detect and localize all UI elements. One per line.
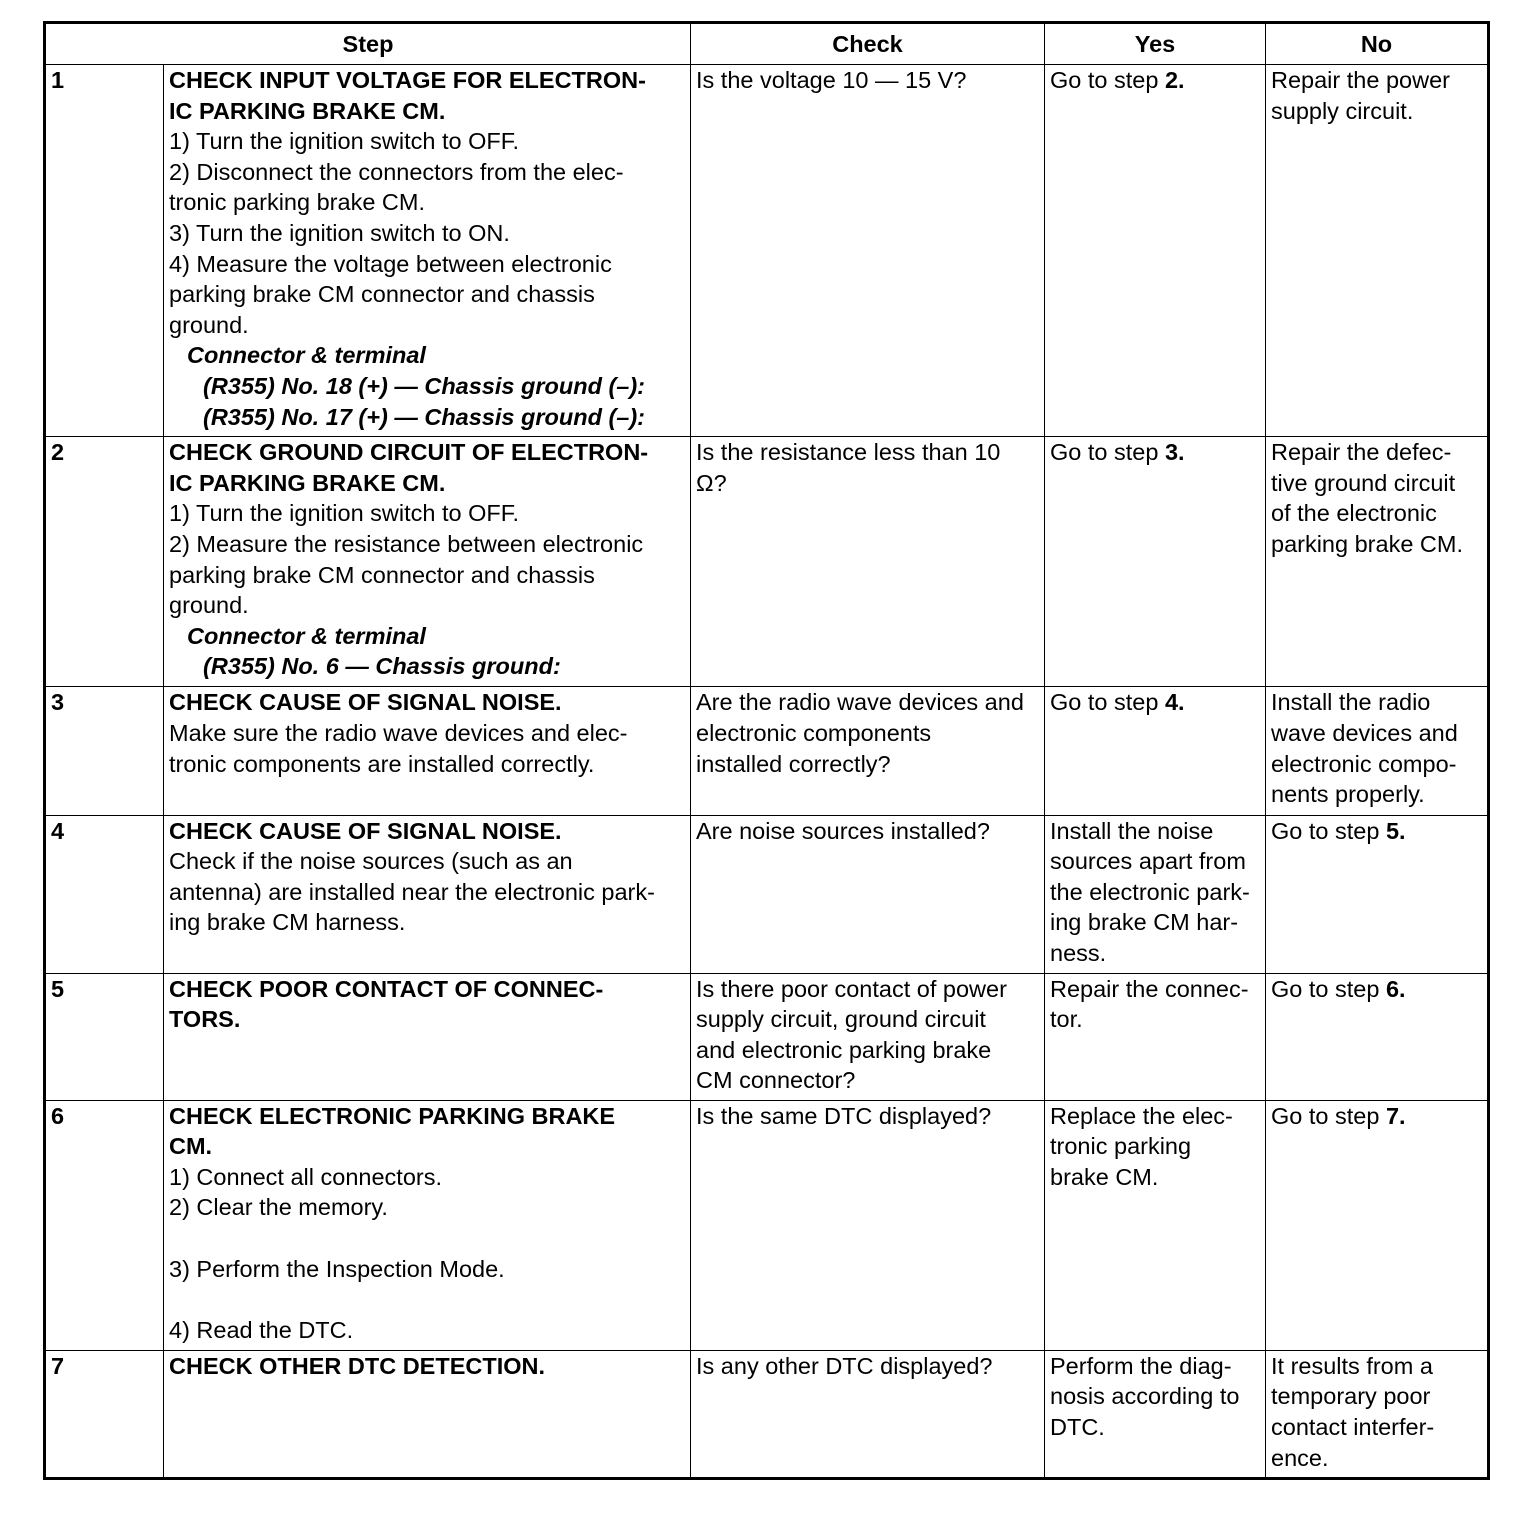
yes-cell <box>1045 687 1266 815</box>
step-line: 4) Read the DTC. <box>169 1316 354 1343</box>
header-step: Step <box>45 23 691 65</box>
step-line: 1) Connect all connectors. <box>169 1163 443 1190</box>
step-line: 2) Measure the resistance between electronic <box>169 531 644 558</box>
step-line: 2) Clear the memory. <box>169 1194 388 1221</box>
no-line: nents properly. <box>1271 781 1425 808</box>
no-suffix: . <box>1399 1102 1406 1129</box>
yes-step-number: 4 <box>1164 689 1179 716</box>
check-line: Is the same DTC displayed? <box>696 1102 992 1129</box>
step-title: CHECK GROUND CIRCUIT OF ELECTRON- <box>169 439 649 466</box>
no-line: electronic compo- <box>1271 750 1457 777</box>
table-row <box>45 1350 1489 1478</box>
yes-cell <box>1045 815 1266 973</box>
diagnostic-procedure-table <box>43 21 1490 1480</box>
check-line: Is the voltage 10 — 15 V? <box>696 67 967 93</box>
step-number: 3 <box>45 687 164 815</box>
yes-prefix: Go to step <box>1050 439 1165 466</box>
yes-cell <box>1045 1100 1266 1350</box>
step-line: 3) Turn the ignition switch to ON. <box>169 219 510 246</box>
yes-suffix: . <box>1178 689 1185 716</box>
terminal-spec: (R355) No. 18 (+) — Chassis ground (–): <box>203 372 646 399</box>
table-row <box>45 815 1489 973</box>
table-row <box>45 437 1489 687</box>
yes-prefix: Go to step <box>1050 689 1165 716</box>
no-suffix: . <box>1399 817 1406 844</box>
no-cell <box>1266 1100 1489 1350</box>
yes-cell <box>1045 65 1266 437</box>
header-check: Check <box>691 23 1045 65</box>
yes-line: ing brake CM har- <box>1050 909 1239 936</box>
no-line: Repair the power <box>1271 67 1450 93</box>
step-number: 5 <box>45 973 164 1100</box>
step-description <box>164 687 691 815</box>
yes-line: DTC. <box>1050 1414 1105 1441</box>
no-step-number: 7 <box>1385 1102 1400 1129</box>
step-number: 2 <box>45 437 164 687</box>
step-line: parking brake CM connector and chassis <box>169 281 595 308</box>
yes-step-number: 2 <box>1164 67 1179 93</box>
no-line: contact interfer- <box>1271 1414 1435 1441</box>
step-line: 3) Perform the Inspection Mode. <box>169 1255 505 1282</box>
step-description <box>164 1350 691 1478</box>
no-line: It results from a <box>1271 1352 1433 1379</box>
yes-line: tor. <box>1050 1006 1083 1033</box>
step-title: CHECK CAUSE OF SIGNAL NOISE. <box>169 689 562 716</box>
header-yes: Yes <box>1045 23 1266 65</box>
check-line: supply circuit, ground circuit <box>696 1006 986 1033</box>
no-step-number: 5 <box>1385 817 1400 844</box>
no-cell <box>1266 687 1489 815</box>
no-prefix: Go to step <box>1271 1102 1386 1129</box>
no-cell <box>1266 1350 1489 1478</box>
check-line: Is the resistance less than 10 <box>696 439 1001 466</box>
check-cell <box>691 687 1045 815</box>
no-prefix: Go to step <box>1271 817 1386 844</box>
no-line: temporary poor <box>1271 1383 1431 1410</box>
step-line: 4) Measure the voltage between electronic <box>169 250 612 277</box>
step-line: tronic components are installed correctly. <box>169 750 595 777</box>
step-title: CHECK ELECTRONIC PARKING BRAKE <box>169 1102 616 1129</box>
yes-line: ness. <box>1050 939 1107 966</box>
step-title: TORS. <box>169 1006 241 1033</box>
yes-line: sources apart from <box>1050 848 1246 875</box>
no-line: parking brake CM. <box>1271 531 1463 558</box>
table-row <box>45 65 1489 437</box>
check-line: installed correctly? <box>696 750 891 777</box>
step-line: 1) Turn the ignition switch to OFF. <box>169 128 520 155</box>
yes-step-number: 3 <box>1164 439 1179 466</box>
check-line: electronic components <box>696 720 932 747</box>
yes-line: tronic parking <box>1050 1133 1192 1160</box>
step-line: Check if the noise sources (such as an <box>169 848 573 875</box>
yes-cell <box>1045 1350 1266 1478</box>
table-row <box>45 1100 1489 1350</box>
yes-line: Replace the elec- <box>1050 1102 1233 1129</box>
yes-line: brake CM. <box>1050 1163 1159 1190</box>
yes-suffix: . <box>1178 67 1185 93</box>
step-number: 4 <box>45 815 164 973</box>
step-line: tronic parking brake CM. <box>169 189 425 216</box>
step-description <box>164 437 691 687</box>
yes-cell <box>1045 973 1266 1100</box>
no-cell <box>1266 815 1489 973</box>
yes-line: Perform the diag- <box>1050 1352 1232 1379</box>
no-line: Repair the defec- <box>1271 439 1452 466</box>
yes-line: Repair the connec- <box>1050 975 1249 1002</box>
check-line: Is any other DTC displayed? <box>696 1352 993 1379</box>
step-line: Make sure the radio wave devices and elec- <box>169 720 628 747</box>
no-line: ence. <box>1271 1444 1329 1471</box>
step-description <box>164 1100 691 1350</box>
step-line: ground. <box>169 311 249 338</box>
step-title: IC PARKING BRAKE CM. <box>169 469 446 496</box>
check-cell <box>691 65 1045 437</box>
yes-prefix: Go to step <box>1050 67 1165 93</box>
no-step-number: 6 <box>1385 975 1400 1002</box>
yes-suffix: . <box>1178 439 1185 466</box>
step-title: CHECK CAUSE OF SIGNAL NOISE. <box>169 817 562 844</box>
step-line: ground. <box>169 592 249 619</box>
step-description <box>164 65 691 437</box>
no-line: tive ground circuit <box>1271 469 1456 496</box>
step-description <box>164 973 691 1100</box>
check-cell <box>691 973 1045 1100</box>
blank-line <box>169 1284 685 1315</box>
step-title: CM. <box>169 1133 213 1160</box>
yes-line: the electronic park- <box>1050 878 1250 905</box>
step-line: 2) Disconnect the connectors from the elec- <box>169 158 624 185</box>
check-line: Ω? <box>696 469 727 496</box>
step-title: CHECK INPUT VOLTAGE FOR ELECTRON- <box>169 67 646 93</box>
connector-label: Connector & terminal <box>187 342 426 369</box>
step-title: CHECK OTHER DTC DETECTION. <box>169 1352 545 1379</box>
header-row <box>45 23 1489 65</box>
step-line: parking brake CM connector and chassis <box>169 561 595 588</box>
no-line: wave devices and <box>1271 720 1458 747</box>
step-title: IC PARKING BRAKE CM. <box>169 97 446 124</box>
check-line: Are the radio wave devices and <box>696 689 1024 716</box>
check-cell <box>691 437 1045 687</box>
no-cell <box>1266 973 1489 1100</box>
terminal-spec: (R355) No. 17 (+) — Chassis ground (–): <box>203 403 646 430</box>
no-line: supply circuit. <box>1271 97 1414 124</box>
no-prefix: Go to step <box>1271 975 1386 1002</box>
check-line: and electronic parking brake <box>696 1036 992 1063</box>
no-suffix: . <box>1399 975 1406 1002</box>
check-line: Is there poor contact of power <box>696 975 1007 1002</box>
table-row <box>45 973 1489 1100</box>
no-line: Install the radio <box>1271 689 1431 716</box>
blank-line <box>169 1223 685 1254</box>
yes-cell <box>1045 437 1266 687</box>
no-line: of the electronic <box>1271 500 1437 527</box>
header-no: No <box>1266 23 1489 65</box>
yes-line: nosis according to <box>1050 1383 1240 1410</box>
no-cell <box>1266 65 1489 437</box>
step-number: 7 <box>45 1350 164 1478</box>
step-number: 1 <box>45 65 164 437</box>
table-row <box>45 687 1489 815</box>
step-title: CHECK POOR CONTACT OF CONNEC- <box>169 975 604 1002</box>
check-cell <box>691 815 1045 973</box>
step-line: ing brake CM harness. <box>169 909 406 936</box>
check-cell <box>691 1100 1045 1350</box>
step-description <box>164 815 691 973</box>
check-line: CM connector? <box>696 1067 856 1094</box>
no-cell <box>1266 437 1489 687</box>
check-cell <box>691 1350 1045 1478</box>
yes-line: Install the noise <box>1050 817 1214 844</box>
step-number: 6 <box>45 1100 164 1350</box>
step-line: antenna) are installed near the electronic park- <box>169 878 655 905</box>
terminal-spec: (R355) No. 6 — Chassis ground: <box>203 653 561 680</box>
connector-label: Connector & terminal <box>187 622 426 649</box>
step-line: 1) Turn the ignition switch to OFF. <box>169 500 520 527</box>
check-line: Are noise sources installed? <box>696 817 990 844</box>
